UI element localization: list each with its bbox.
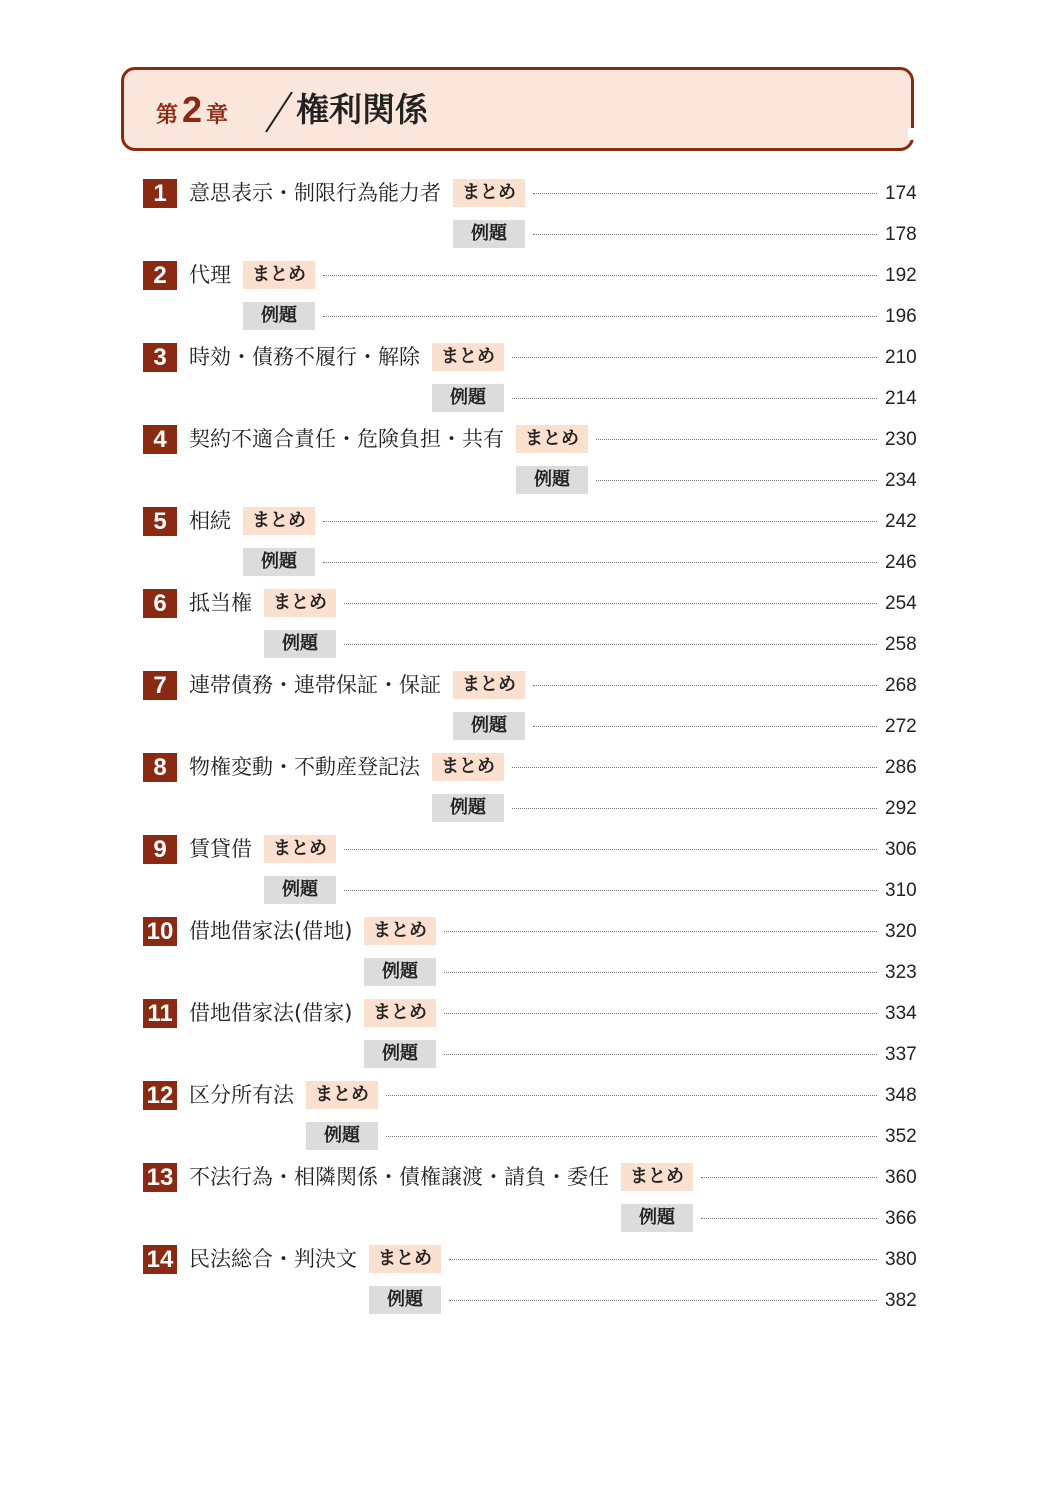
section-title: 借地借家法(借家) bbox=[189, 1001, 353, 1025]
section-number-badge: 10 bbox=[143, 917, 177, 946]
reidai-tag: 例題 bbox=[432, 794, 504, 822]
section-title: 抵当権 bbox=[189, 591, 252, 615]
matome-tag: まとめ bbox=[432, 343, 504, 371]
page-number: 366 bbox=[885, 1208, 917, 1229]
reidai-tag: 例題 bbox=[453, 712, 525, 740]
section-title: 区分所有法 bbox=[189, 1083, 294, 1107]
dot-leader bbox=[512, 357, 877, 358]
dot-leader bbox=[533, 685, 877, 686]
dot-leader bbox=[596, 439, 877, 440]
toc-entry-reidai[interactable] bbox=[0, 1200, 1057, 1241]
toc-entry-reidai[interactable] bbox=[0, 298, 1057, 339]
dot-leader bbox=[323, 562, 877, 563]
page-number: 348 bbox=[885, 1085, 917, 1106]
section-number-badge: 9 bbox=[143, 835, 177, 864]
slash-divider-icon bbox=[262, 90, 296, 134]
page-number: 258 bbox=[885, 634, 917, 655]
dot-leader bbox=[344, 644, 877, 645]
reidai-tag: 例題 bbox=[621, 1204, 693, 1232]
page-number: 306 bbox=[885, 839, 917, 860]
dot-leader bbox=[323, 275, 877, 276]
reidai-tag: 例題 bbox=[243, 302, 315, 330]
toc-entry-matome[interactable] bbox=[0, 995, 1057, 1036]
matome-tag: まとめ bbox=[369, 1245, 441, 1273]
dot-leader bbox=[386, 1136, 877, 1137]
page-number: 334 bbox=[885, 1003, 917, 1024]
section-title: 不法行為・相隣関係・債権譲渡・請負・委任 bbox=[189, 1165, 609, 1189]
reidai-tag: 例題 bbox=[243, 548, 315, 576]
page-number: 234 bbox=[885, 470, 917, 491]
toc-entry-matome[interactable] bbox=[0, 1159, 1057, 1200]
section-title: 物権変動・不動産登記法 bbox=[189, 755, 420, 779]
matome-tag: まとめ bbox=[453, 179, 525, 207]
section-number-badge: 13 bbox=[143, 1163, 177, 1192]
dot-leader bbox=[449, 1300, 877, 1301]
page-number: 337 bbox=[885, 1044, 917, 1065]
matome-tag: まとめ bbox=[364, 917, 436, 945]
dot-leader bbox=[444, 1054, 877, 1055]
toc-entry-matome[interactable] bbox=[0, 1077, 1057, 1118]
matome-tag: まとめ bbox=[306, 1081, 378, 1109]
toc-entry-matome[interactable] bbox=[0, 585, 1057, 626]
section-number-badge: 5 bbox=[143, 507, 177, 536]
chapter-label bbox=[156, 84, 228, 142]
page-number: 352 bbox=[885, 1126, 917, 1147]
toc-entry-reidai[interactable] bbox=[0, 462, 1057, 503]
chapter-prefix: 第 bbox=[156, 103, 179, 128]
section-title: 意思表示・制限行為能力者 bbox=[189, 181, 441, 205]
toc-entry-reidai[interactable] bbox=[0, 708, 1057, 749]
toc-entry-reidai[interactable] bbox=[0, 954, 1057, 995]
dot-leader bbox=[533, 726, 877, 727]
dot-leader bbox=[512, 808, 877, 809]
matome-tag: まとめ bbox=[516, 425, 588, 453]
page-number: 292 bbox=[885, 798, 917, 819]
chapter-number: 2 bbox=[182, 89, 203, 130]
page-number: 230 bbox=[885, 429, 917, 450]
section-number-badge: 6 bbox=[143, 589, 177, 618]
page-number: 214 bbox=[885, 388, 917, 409]
page-number: 360 bbox=[885, 1167, 917, 1188]
matome-tag: まとめ bbox=[621, 1163, 693, 1191]
section-title: 民法総合・判決文 bbox=[189, 1247, 357, 1271]
dot-leader bbox=[449, 1259, 877, 1260]
toc-entry-matome[interactable] bbox=[0, 913, 1057, 954]
dot-leader bbox=[344, 849, 877, 850]
dot-leader bbox=[596, 480, 877, 481]
page-number: 174 bbox=[885, 183, 917, 204]
page-number: 196 bbox=[885, 306, 917, 327]
section-title: 借地借家法(借地) bbox=[189, 919, 353, 943]
dot-leader bbox=[386, 1095, 877, 1096]
chapter-suffix: 章 bbox=[206, 103, 229, 128]
toc-entry-reidai[interactable] bbox=[0, 1282, 1057, 1323]
toc-entry-reidai[interactable] bbox=[0, 380, 1057, 421]
section-title: 契約不適合責任・危険負担・共有 bbox=[189, 427, 504, 451]
dot-leader bbox=[344, 603, 877, 604]
page-number: 310 bbox=[885, 880, 917, 901]
page-number: 192 bbox=[885, 265, 917, 286]
matome-tag: まとめ bbox=[264, 589, 336, 617]
dot-leader bbox=[533, 234, 877, 235]
page-number: 320 bbox=[885, 921, 917, 942]
page-number: 380 bbox=[885, 1249, 917, 1270]
reidai-tag: 例題 bbox=[453, 220, 525, 248]
dot-leader bbox=[701, 1218, 877, 1219]
section-number-badge: 2 bbox=[143, 261, 177, 290]
section-number-badge: 4 bbox=[143, 425, 177, 454]
reidai-tag: 例題 bbox=[306, 1122, 378, 1150]
dot-leader bbox=[323, 316, 877, 317]
toc-entry-reidai[interactable] bbox=[0, 1118, 1057, 1159]
page-number: 286 bbox=[885, 757, 917, 778]
dot-leader bbox=[444, 931, 877, 932]
page-number: 268 bbox=[885, 675, 917, 696]
dot-leader bbox=[344, 890, 877, 891]
reidai-tag: 例題 bbox=[264, 876, 336, 904]
section-title: 時効・債務不履行・解除 bbox=[189, 345, 420, 369]
toc-entry-matome[interactable] bbox=[0, 749, 1057, 790]
page-number: 242 bbox=[885, 511, 917, 532]
toc-entry-reidai[interactable] bbox=[0, 544, 1057, 585]
toc-entry-matome[interactable] bbox=[0, 339, 1057, 380]
page-number: 382 bbox=[885, 1290, 917, 1311]
section-title: 賃貸借 bbox=[189, 837, 252, 861]
reidai-tag: 例題 bbox=[516, 466, 588, 494]
toc-entry-matome[interactable] bbox=[0, 1241, 1057, 1282]
dot-leader bbox=[512, 398, 877, 399]
matome-tag: まとめ bbox=[364, 999, 436, 1027]
matome-tag: まとめ bbox=[264, 835, 336, 863]
chapter-header bbox=[121, 67, 914, 151]
section-number-badge: 11 bbox=[143, 999, 177, 1028]
matome-tag: まとめ bbox=[453, 671, 525, 699]
toc-entry-matome[interactable] bbox=[0, 667, 1057, 708]
page-number: 246 bbox=[885, 552, 917, 573]
dot-leader bbox=[512, 767, 877, 768]
toc-entry-reidai[interactable] bbox=[0, 216, 1057, 257]
matome-tag: まとめ bbox=[243, 261, 315, 289]
section-number-badge: 3 bbox=[143, 343, 177, 372]
dot-leader bbox=[444, 972, 877, 973]
page-number: 254 bbox=[885, 593, 917, 614]
reidai-tag: 例題 bbox=[432, 384, 504, 412]
dot-leader bbox=[444, 1013, 877, 1014]
section-number-badge: 8 bbox=[143, 753, 177, 782]
toc-entry-reidai[interactable] bbox=[0, 872, 1057, 913]
section-number-badge: 14 bbox=[143, 1245, 177, 1274]
section-title: 代理 bbox=[189, 263, 231, 287]
section-number-badge: 7 bbox=[143, 671, 177, 700]
toc-entry-matome[interactable] bbox=[0, 831, 1057, 872]
section-number-badge: 1 bbox=[143, 179, 177, 208]
page-number: 210 bbox=[885, 347, 917, 368]
toc-entry-reidai[interactable] bbox=[0, 1036, 1057, 1077]
page-number: 272 bbox=[885, 716, 917, 737]
toc-entry-matome[interactable] bbox=[0, 175, 1057, 216]
page-number: 323 bbox=[885, 962, 917, 983]
matome-tag: まとめ bbox=[243, 507, 315, 535]
section-number-badge: 12 bbox=[143, 1081, 177, 1110]
toc-entry-matome[interactable] bbox=[0, 257, 1057, 298]
chapter-title: 権利関係 bbox=[296, 90, 428, 129]
toc-entry-matome[interactable] bbox=[0, 503, 1057, 544]
toc-entry-reidai[interactable] bbox=[0, 790, 1057, 831]
page-number: 178 bbox=[885, 224, 917, 245]
reidai-tag: 例題 bbox=[264, 630, 336, 658]
dot-leader bbox=[533, 193, 877, 194]
reidai-tag: 例題 bbox=[364, 1040, 436, 1068]
dot-leader bbox=[323, 521, 877, 522]
reidai-tag: 例題 bbox=[369, 1286, 441, 1314]
reidai-tag: 例題 bbox=[364, 958, 436, 986]
section-title: 相続 bbox=[189, 509, 231, 533]
toc-entry-matome[interactable] bbox=[0, 421, 1057, 462]
toc-entry-reidai[interactable] bbox=[0, 626, 1057, 667]
section-title: 連帯債務・連帯保証・保証 bbox=[189, 673, 441, 697]
dot-leader bbox=[701, 1177, 877, 1178]
matome-tag: まとめ bbox=[432, 753, 504, 781]
